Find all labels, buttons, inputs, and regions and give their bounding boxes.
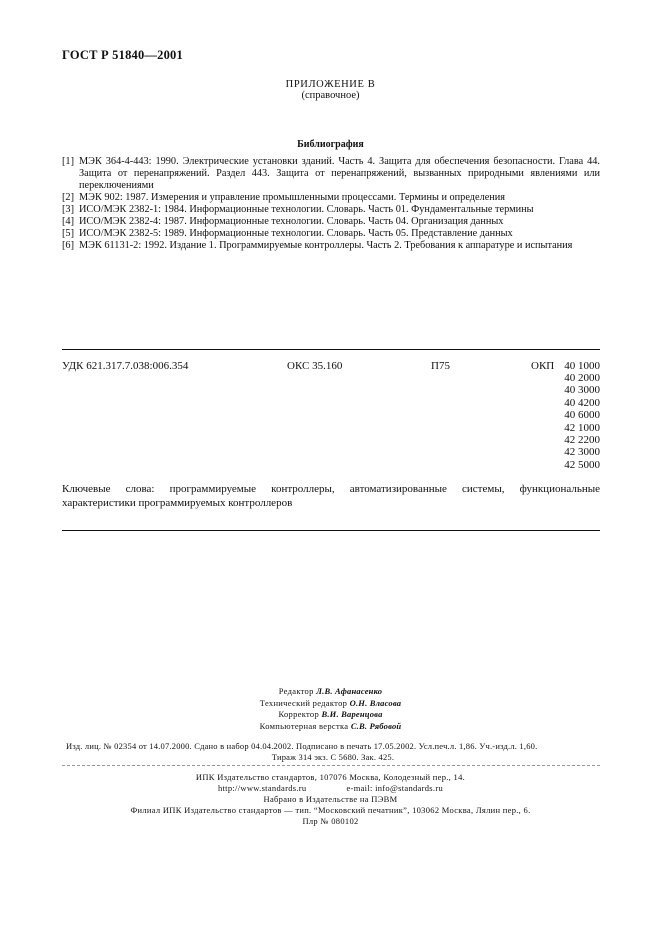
- ref-number: [2]: [62, 192, 75, 203]
- ref-text: МЭК 61131-2: 1992. Издание 1. Программируемые контроллеры. Часть 2. Требования к аппаратуре и испытания: [79, 240, 573, 251]
- publisher-contacts: [0, 783, 661, 794]
- email-link[interactable]: e-mail: info@standards.ru: [346, 783, 444, 793]
- section-divider: [62, 530, 600, 531]
- website-link[interactable]: http://www.standards.ru: [217, 783, 307, 793]
- publication-info: [66, 741, 600, 762]
- okp-code: 40 4200: [564, 396, 600, 409]
- okp-code: 40 2000: [564, 372, 600, 384]
- publication-line: Изд. лиц. № 02354 от 14.07.2000. Сдано в набор 04.04.2002. Подписано в печать 17.05.2002. Усл.печ.л. 1,86. Уч.-изд.л. 1,60.: [66, 741, 538, 751]
- editor-name: Л.В. Афанасенко: [316, 686, 383, 696]
- editor-role: Компьютерная верстка: [259, 720, 349, 731]
- editor-line: [0, 686, 661, 698]
- appendix-heading: [0, 79, 661, 101]
- publication-line: Тираж 314 экз. С 5680. Зак. 425.: [271, 751, 395, 762]
- editors-block: [0, 686, 661, 732]
- editor-line: [0, 709, 661, 721]
- keywords: Ключевые слова: программируемые контроллеры, автоматизированные системы, функциональные характеристики программируемых контроллеров: [62, 483, 600, 509]
- bibliography-item: [62, 192, 600, 204]
- okp-code: 40 3000: [564, 384, 600, 397]
- bibliography-item: [62, 204, 600, 216]
- ref-text: ИСО/МЭК 2382-4: 1987. Информационные технологии. Словарь. Часть 04. Организация данных: [79, 216, 504, 227]
- standard-header: ГОСТ Р 51840—2001: [62, 48, 183, 62]
- bibliography-list: [62, 156, 600, 252]
- branch-address: Филиал ИПК Издательство стандартов — тип. “Московский печатник”, 103062 Москва, Лялин пер., 6.: [130, 805, 531, 815]
- okp-code: 42 2200: [564, 434, 600, 447]
- editor-line: [0, 698, 661, 710]
- okp-code: 42 1000: [564, 421, 600, 434]
- appendix-subtitle: (справочное): [301, 90, 360, 101]
- ref-number: [3]: [62, 204, 75, 215]
- p-code: П75: [431, 360, 450, 372]
- okp-code: 42 5000: [564, 458, 600, 471]
- editor-role: Редактор: [278, 686, 314, 696]
- publisher-footer: [0, 772, 661, 827]
- editor-role: Корректор: [278, 709, 320, 719]
- okp-codes-list: [563, 372, 600, 471]
- oks-code: ОКС 35.160: [287, 360, 343, 372]
- ref-number: [6]: [62, 240, 75, 251]
- okp-code: 42 3000: [564, 446, 600, 459]
- bibliography-item: [62, 216, 600, 228]
- bibliography-item: [62, 228, 600, 240]
- bibliography-title: Библиография: [297, 139, 364, 150]
- bibliography-item: [62, 240, 600, 252]
- editor-name: О.Н. Власова: [349, 697, 402, 708]
- ref-number: [4]: [62, 216, 75, 227]
- okp-code: 40 1000: [564, 360, 600, 372]
- okp-code: 40 6000: [564, 409, 600, 422]
- udk-code: УДК 621.317.7.038:006.354: [62, 360, 189, 372]
- plr-number: Плр № 080102: [302, 816, 359, 826]
- editor-line: [0, 721, 661, 733]
- ref-number: [5]: [62, 228, 75, 239]
- section-divider: [62, 349, 600, 350]
- ref-text: МЭК 364-4-443: 1990. Электрические установки зданий. Часть 4. Защита для обеспечения безопасности. Глава 44. Защита от перенапряжений. Раздел 443. Защита от перенапряжений, вызванных природными явлениями или переключениями: [79, 156, 600, 191]
- ref-text: ИСО/МЭК 2382-5: 1989. Информационные технологии. Словарь. Часть 05. Представление данных: [79, 228, 513, 239]
- editor-name: С.В. Рябовой: [350, 720, 402, 731]
- ref-text: ИСО/МЭК 2382-1: 1984. Информационные технологии. Словарь. Часть 01. Фундаментальные термины: [79, 204, 534, 215]
- okp-label: ОКП: [531, 360, 555, 372]
- ref-number: [1]: [62, 156, 75, 167]
- bibliography-item: [62, 156, 600, 192]
- typeset-note: Набрано в Издательстве на ПЭВМ: [263, 794, 398, 804]
- appendix-title: ПРИЛОЖЕНИЕ В: [285, 79, 376, 90]
- ref-text: МЭК 902: 1987. Измерения и управление промышленными процессами. Термины и определения: [79, 192, 506, 203]
- dashed-divider: [62, 765, 600, 766]
- editor-role: Технический редактор: [259, 697, 348, 708]
- publisher-address: ИПК Издательство стандартов, 107076 Москва, Колодезный пер., 14.: [195, 772, 466, 782]
- editor-name: В.И. Варенцова: [321, 709, 383, 719]
